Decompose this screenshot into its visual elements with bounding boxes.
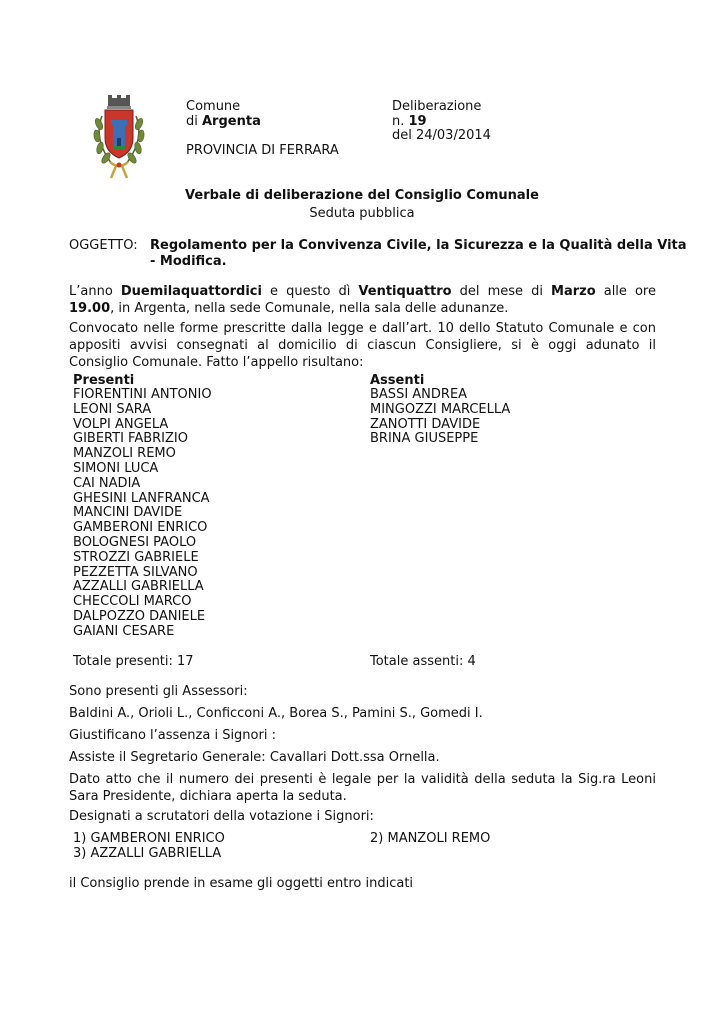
comune-crest-logo	[88, 94, 150, 180]
assente-item: BASSI ANDREA	[370, 387, 468, 402]
dato-atto-paragraph: Dato atto che il numero dei presenti è legale per la validità della seduta la Sig.ra Leoni Sara Presidente, dichiara aperta la seduta.	[69, 772, 656, 804]
totale-presenti: Totale presenti: 17	[73, 654, 194, 669]
oggetto-label: OGGETTO:	[69, 238, 138, 253]
comune-name: Argenta	[202, 114, 261, 129]
giustificano-label: Giustificano l’assenza i Signori :	[69, 728, 276, 743]
presente-item: GAMBERONI ENRICO	[73, 520, 208, 536]
presente-item: BOLOGNESI PAOLO	[73, 534, 197, 550]
assessori-label: Sono presenti gli Assessori:	[69, 684, 248, 699]
assente-item: BRINA GIUSEPPE	[370, 431, 479, 447]
assente-item: MINGOZZI MARCELLA	[370, 401, 511, 417]
comune-label: Comune	[186, 99, 241, 114]
crown-icon	[107, 95, 131, 109]
convocato-paragraph: Convocato nelle forme prescritte dalla legge e dall’art. 10 dello Statuto Comunale e con appositi avvisi consegnati al domicilio di ciascun Consigliere, si è oggi adunato il Consiglio Comunale. Fatto l’appello risultano:	[69, 321, 656, 370]
document-subtitle: Seduta pubblica	[309, 206, 415, 221]
presente-item: MANZOLI REMO	[73, 446, 176, 462]
segretario-line: Assiste il Segretario Generale: Cavallari Dott.ssa Ornella.	[69, 750, 440, 765]
presente-item: GIBERTI FABRIZIO	[73, 431, 188, 447]
presente-item: SIMONI LUCA	[73, 460, 159, 476]
oggetto-text-line1: Regolamento per la Convivenza Civile, la Sicurezza e la Qualità della Vita	[150, 238, 687, 253]
deliberazione-number: 19	[408, 114, 427, 129]
scrutatore-item: 1) GAMBERONI ENRICO	[73, 831, 225, 846]
presente-item: PEZZETTA SILVANO	[73, 564, 198, 580]
deliberazione-label: Deliberazione	[392, 99, 482, 114]
assenti-header: Assenti	[370, 373, 425, 388]
totale-assenti: Totale assenti: 4	[370, 654, 476, 669]
presente-item: AZZALLI GABRIELLA	[73, 579, 204, 595]
presente-item: FIORENTINI ANTONIO	[73, 387, 212, 402]
intro-paragraph: L’anno Duemilaquattordici e questo dì Ventiquattro del mese di Marzo alle ore 19.00, in Argenta, nella sede Comunale, nella sala delle adunanze.	[69, 284, 656, 316]
assessori-list: Baldini A., Orioli L., Conficconi A., Borea S., Pamini S., Gomedi I.	[69, 706, 483, 721]
presente-item: LEONI SARA	[73, 401, 152, 417]
scrutatore-item: 2) MANZOLI REMO	[370, 831, 491, 846]
presenti-header: Presenti	[73, 373, 135, 388]
assenti-list	[370, 388, 510, 447]
provincia-label: PROVINCIA DI FERRARA	[186, 143, 339, 158]
presente-item: GAIANI CESARE	[73, 623, 175, 639]
comune-name-line: di Argenta	[186, 114, 261, 129]
deliberazione-date: del 24/03/2014	[392, 128, 491, 143]
presente-item: DALPOZZO DANIELE	[73, 608, 206, 624]
presente-item: CHECCOLI MARCO	[73, 594, 192, 610]
scrutatore-item: 3) AZZALLI GABRIELLA	[73, 846, 222, 861]
presenti-list	[73, 388, 212, 640]
presente-item: GHESINI LANFRANCA	[73, 490, 210, 506]
presente-item: STROZZI GABRIELE	[73, 549, 199, 565]
document-title: Verbale di deliberazione del Consiglio Comunale	[185, 188, 539, 203]
deliberazione-number-line: n. 19	[392, 114, 427, 129]
assente-item: ZANOTTI DAVIDE	[370, 416, 481, 432]
closing-line: il Consiglio prende in esame gli oggetti entro indicati	[69, 876, 414, 891]
tower-icon	[111, 120, 127, 150]
presente-item: VOLPI ANGELA	[73, 416, 169, 432]
oggetto-text-line2: - Modifica.	[150, 254, 227, 269]
scrutatori-label: Designati a scrutatori della votazione i Signori:	[69, 809, 374, 824]
presente-item: CAI NADIA	[73, 475, 141, 491]
presente-item: MANCINI DAVIDE	[73, 505, 183, 521]
